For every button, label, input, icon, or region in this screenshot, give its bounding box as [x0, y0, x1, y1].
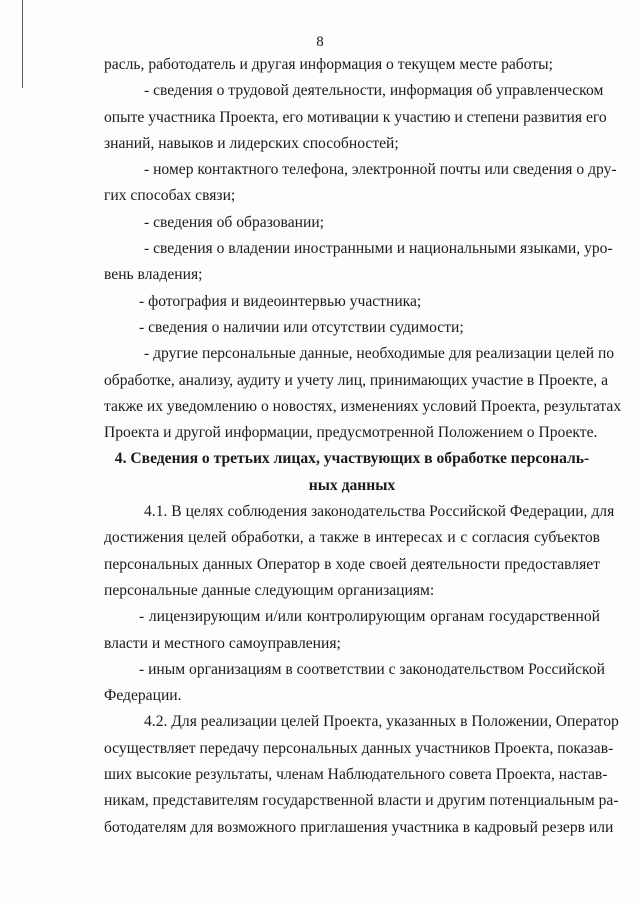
- text-line: Федерации.: [104, 687, 182, 705]
- text-line: расль, работодатель и другая информация о текущем месте работы;: [104, 56, 553, 73]
- document-body: [104, 52, 622, 841]
- text-line: - сведения о трудовой деятельности, информация об управленческом: [144, 82, 604, 100]
- text-line: власти и местного самоуправления;: [104, 634, 341, 652]
- text-line: - другие персональные данные, необходимые для реализации целей по: [144, 345, 615, 363]
- page-number: 8: [316, 34, 324, 50]
- text-line: достижения целей обработки, а также в интересах и с согласия субъектов: [104, 529, 600, 547]
- text-line: - номер контактного телефона, электронной почты или сведения о дру-: [144, 161, 617, 179]
- text-line: вень владения;: [104, 266, 203, 284]
- text-line: опыте участника Проекта, его мотивации к участию и степени развития его: [104, 108, 607, 126]
- text-line: Проекта и другой информации, предусмотренной Положением о Проекте.: [104, 424, 598, 442]
- text-line: никам, представителям государственной власти и другим потенциальным ра-: [104, 792, 619, 810]
- text-line: 4.2. Для реализации целей Проекта, указанных в Положении, Оператор: [144, 713, 619, 731]
- text-line: персональных данных Оператор в ходе своей деятельности предоставляет: [104, 555, 600, 573]
- text-line: - фотография и видеоинтервью участника;: [139, 292, 422, 310]
- text-line: - иным организациям в соответствии с законодательством Российской: [139, 660, 605, 678]
- text-line: знаний, навыков и лидерских способностей;: [104, 134, 399, 152]
- text-line: 4.1. В целях соблюдения законодательства Российской Федерации, для: [144, 503, 615, 521]
- text-line: также их уведомлению о новостях, изменениях условий Проекта, результатах: [104, 397, 622, 415]
- text-line: персональные данные следующим организациям:: [104, 581, 435, 599]
- text-line: ных данных: [308, 476, 396, 494]
- text-line: ших высокие результаты, членам Наблюдательного совета Проекта, настав-: [104, 766, 608, 784]
- text-line: осуществляет передачу персональных данных участников Проекта, показав-: [104, 739, 614, 757]
- text-line: ботодателям для возможного приглашения участника в кадровый резерв или: [104, 818, 614, 836]
- text-line: - сведения о наличии или отсутствии судимости;: [139, 318, 464, 336]
- text-line: - сведения об образовании;: [144, 213, 325, 231]
- text-line: обработке, анализу, аудиту и учету лиц, принимающих участие в Проекте, а: [104, 371, 608, 389]
- text-line: гих способах связи;: [104, 187, 236, 205]
- text-line: - лицензирующим и/или контролирующим органам государственной: [139, 608, 600, 626]
- text-line: - сведения о владении иностранными и национальными языками, уро-: [144, 240, 613, 258]
- text-line: 4. Сведения о третьих лицах, участвующих в обработке персональ-: [114, 450, 590, 468]
